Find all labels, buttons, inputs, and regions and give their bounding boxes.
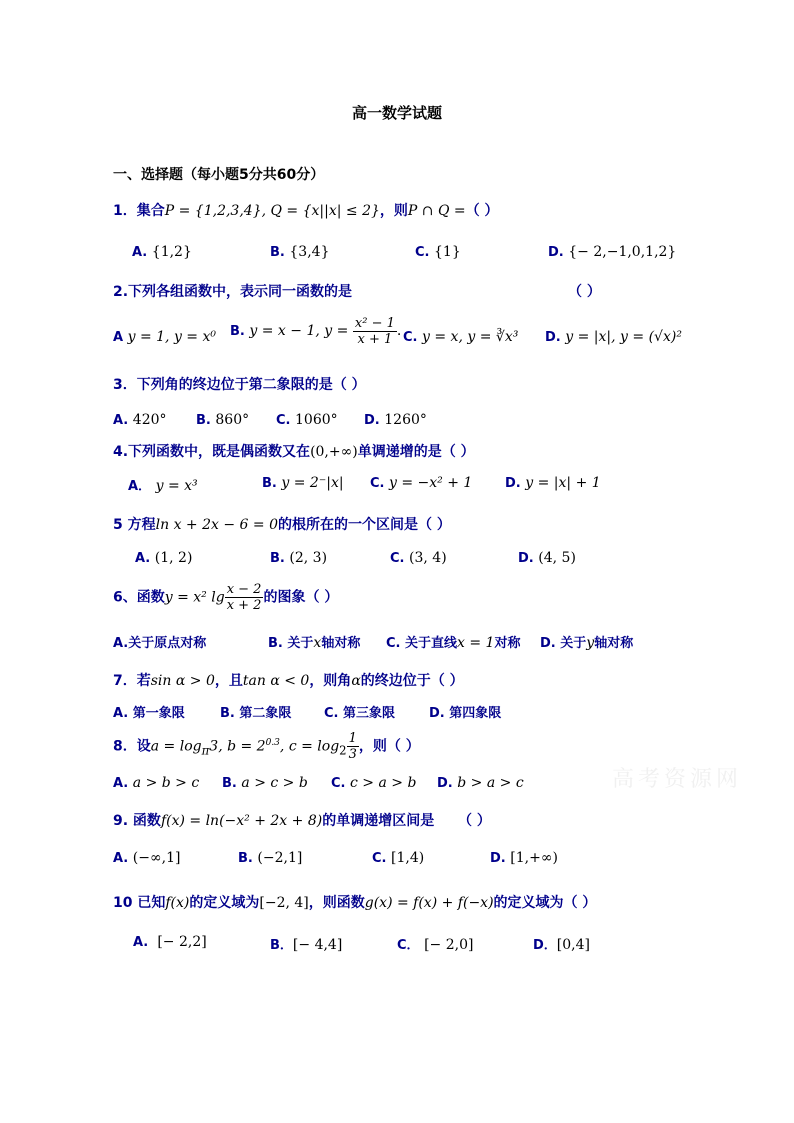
- q3-option-d[interactable]: D. 1260°: [364, 412, 427, 428]
- q1-option-b[interactable]: B. {3,4}: [270, 244, 330, 260]
- q9-option-b[interactable]: B. (−2,1]: [238, 850, 303, 866]
- q7-option-a[interactable]: A. 第一象限: [113, 706, 185, 721]
- q6-option-c[interactable]: C. 关于直线x = 1对称: [386, 635, 521, 651]
- q1-option-a[interactable]: A. {1,2}: [132, 244, 192, 260]
- question-9-paren: （ ）: [458, 813, 491, 829]
- q10-option-d[interactable]: D．[0,4]: [533, 937, 590, 953]
- q10-option-a[interactable]: A. [− 2,2]: [133, 934, 207, 950]
- q4-option-c[interactable]: C. y = −x² + 1: [370, 475, 473, 491]
- q9-option-a[interactable]: A. (−∞,1]: [113, 850, 181, 866]
- question-6: 6、函数y = x² lg $\frac{x - 2}{x + 2}$ 的图象（ ）: [113, 582, 339, 613]
- q6-fraction: $\frac{x - 2}{x + 2}$: [226, 582, 262, 613]
- q7-option-b[interactable]: B. 第二象限: [220, 706, 292, 721]
- question-8: 8．设$a = \log_\pi 3$, $b = 2^{0.3}$, $c = \log_2$ $\frac{1}{3}$ ，则（ ）: [113, 731, 420, 762]
- q8-option-b[interactable]: B. a > c > b: [222, 775, 308, 791]
- q8-fraction: $\frac{1}{3}$: [348, 731, 357, 762]
- q3-option-a[interactable]: A. 420°: [113, 412, 167, 428]
- q9-option-d[interactable]: D. [1,+∞): [490, 850, 558, 866]
- q3-option-c[interactable]: C. 1060°: [276, 412, 338, 428]
- q4-option-b[interactable]: B. y = 2⁻|x|: [262, 475, 344, 491]
- q5-option-b[interactable]: B. (2, 3): [270, 550, 328, 566]
- q3-option-b[interactable]: B. 860°: [196, 412, 250, 428]
- q6-option-d[interactable]: D. 关于y轴对称: [540, 635, 634, 651]
- q2-fraction: $\frac{\text{x² − 1}}{x + 1}$: [354, 316, 395, 347]
- q5-option-a[interactable]: A. (1, 2): [135, 550, 193, 566]
- question-5: 5 方程ln x + 2x − 6 = 0的根所在的一个区间是（ ）: [113, 517, 451, 533]
- q2-option-a[interactable]: A y = 1, y = x⁰: [113, 329, 216, 345]
- watermark: 高考资源网: [612, 767, 743, 792]
- q5-option-d[interactable]: D. (4, 5): [518, 550, 576, 566]
- question-4: 4.下列函数中，既是偶函数又在(0,+∞)单调递增的是（ ）: [113, 444, 475, 460]
- question-2-paren: （ ）: [568, 284, 601, 300]
- question-10: 10 已知f(x)的定义域为[−2, 4]，则函数g(x) = f(x) + f(−x)的定义域为（ ）: [113, 895, 597, 911]
- q10-option-b[interactable]: B．[− 4,4]: [270, 937, 343, 953]
- q1-option-c[interactable]: C. {1}: [415, 244, 461, 260]
- q6-option-a[interactable]: A.关于原点对称: [113, 636, 207, 651]
- q7-option-c[interactable]: C. 第三象限: [324, 706, 396, 721]
- q7-option-d[interactable]: D. 第四象限: [429, 706, 502, 721]
- q6-option-b[interactable]: B. 关于x轴对称: [268, 635, 361, 651]
- question-2: 2.下列各组函数中，表示同一函数的是: [113, 284, 353, 300]
- question-7: 7．若sin α > 0，且tan α < 0，则角α的终边位于（ ）: [113, 673, 464, 689]
- q4-option-a[interactable]: A． y = x³: [128, 478, 198, 494]
- q2-option-b[interactable]: B. y = x − 1, y = $\frac{\text{x² − 1}}{x + 1}$ .: [230, 316, 402, 347]
- q4-option-d[interactable]: D. y = |x| + 1: [505, 475, 601, 491]
- q10-option-c[interactable]: C． [− 2,0]: [397, 937, 474, 953]
- question-9: 9. 函数f(x) = ln(−x² + 2x + 8)的单调递增区间是: [113, 813, 435, 829]
- q5-option-c[interactable]: C. (3, 4): [390, 550, 447, 566]
- question-3: 3．下列角的终边位于第二象限的是（ ）: [113, 377, 366, 393]
- q8-option-c[interactable]: C. c > a > b: [331, 775, 417, 791]
- q2-option-d[interactable]: D. y = |x|, y = (√x)²: [545, 329, 682, 345]
- q1-option-d[interactable]: D. {− 2,−1,0,1,2}: [548, 244, 677, 260]
- q8-option-a[interactable]: A. a > b > c: [113, 775, 200, 791]
- q9-option-c[interactable]: C. [1,4): [372, 850, 425, 866]
- section-heading: 一、选择题（每小题5分共60分）: [113, 167, 325, 183]
- q2-option-c[interactable]: C. y = x, y = ∛x³: [403, 329, 519, 345]
- page-title: 高一数学试题: [351, 104, 442, 122]
- q8-option-d[interactable]: D. b > a > c: [437, 775, 524, 791]
- question-1: 1．集合P = {1,2,3,4}, Q = {x||x| ≤ 2}，则P ∩ Q =（ ）: [113, 203, 499, 219]
